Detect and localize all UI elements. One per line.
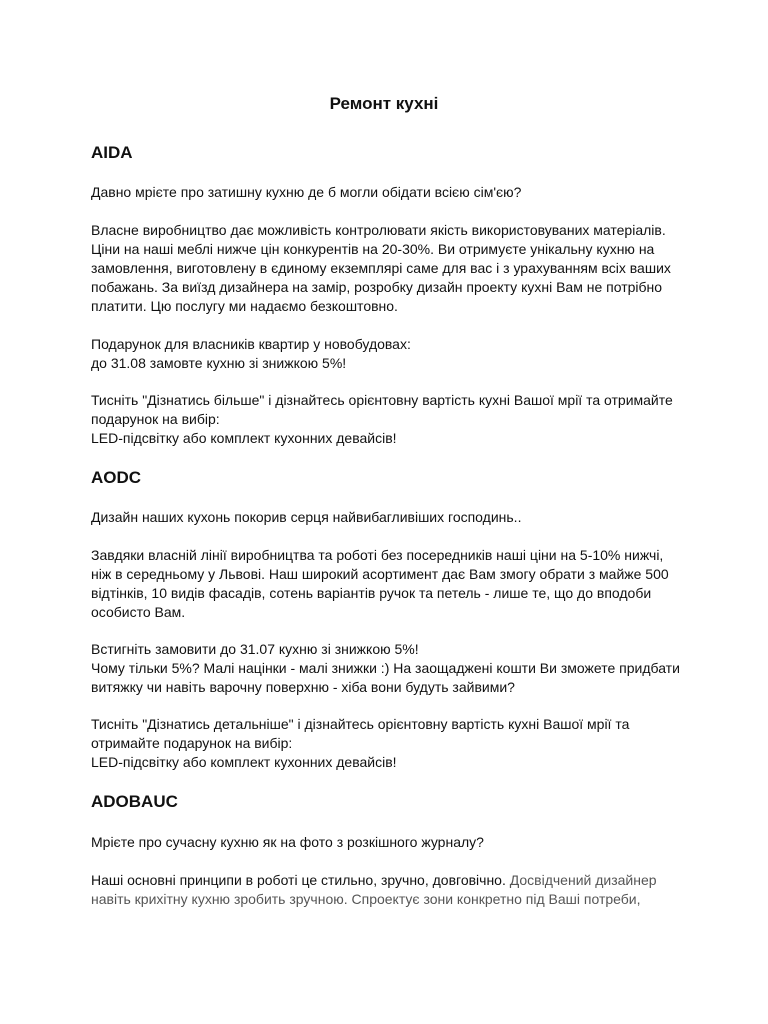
- paragraph: Подарунок для власників квартир у новобудовах: до 31.08 замовте кухню зі знижкою 5%!: [91, 336, 411, 371]
- document-title: Ремонт кухні: [329, 94, 439, 113]
- paragraph: Давно мрієте про затишну кухню де б могли обідати всією сім'єю?: [91, 184, 522, 200]
- paragraph-text-continued: Досвідчений дизайнер навіть крихітну кухню зробить зручною. Спроектує зони конкретно під Ваші потреби,: [91, 872, 657, 907]
- paragraph: Мрієте про сучасну кухню як на фото з розкішного журналу?: [91, 834, 484, 850]
- section-heading-adobauc: ADOBAUC: [91, 792, 178, 811]
- paragraph: [91, 871, 691, 909]
- paragraph: Тисніть "Дізнатись детальніше" і дізнайтесь орієнтовну вартість кухні Вашої мрії та отримайте подарунок на вибір: LED-підсвітку або комплект кухонних девайсів!: [91, 716, 630, 770]
- paragraph: Тисніть "Дізнатись більше" і дізнайтесь орієнтовну вартість кухні Вашої мрії та отримайте подарунок на вибір: LED-підсвітку або комплект кухонних девайсів!: [91, 392, 673, 446]
- paragraph: Завдяки власній лінії виробництва та роботі без посередників наші ціни на 5-10% нижчі, ніж в середньому у Львові. Наш широкий асортимент дає Вам змогу обрати з майже 500 відтінків, 10 видів фасадів, сотень варіантів ручок та петель - лише те, що до вподоби особисто Вам.: [91, 547, 669, 620]
- section-heading-aodc: AODC: [91, 468, 142, 487]
- paragraph-text: Наші основні принципи в роботі це стильно, зручно, довговічно.: [91, 872, 510, 888]
- paragraph: Дизайн наших кухонь покорив серця найвибагливіших господинь..: [91, 509, 522, 525]
- paragraph: Власне виробництво дає можливість контролювати якість використовуваних матеріалів. Ціни на наші меблі нижче цін конкурентів на 20-30%. Ви отримуєте унікальну кухню на замовлення, виготовлену в єдиному екземплярі саме для вас і з урахуванням всіх ваших побажань. За виїзд дизайнера на замір, розробку дизайн проекту кухні Вам не потрібно платити. Цю послугу ми надаємо безкоштовно.: [91, 222, 671, 314]
- paragraph: Встигніть замовити до 31.07 кухню зі знижкою 5%! Чому тільки 5%? Малі націнки - малі знижки :) На заощаджені кошти Ви зможете придбати витяжку чи навіть варочну поверхню - хіба вони будуть зайвими?: [91, 641, 680, 695]
- section-heading-aida: AIDA: [91, 143, 133, 162]
